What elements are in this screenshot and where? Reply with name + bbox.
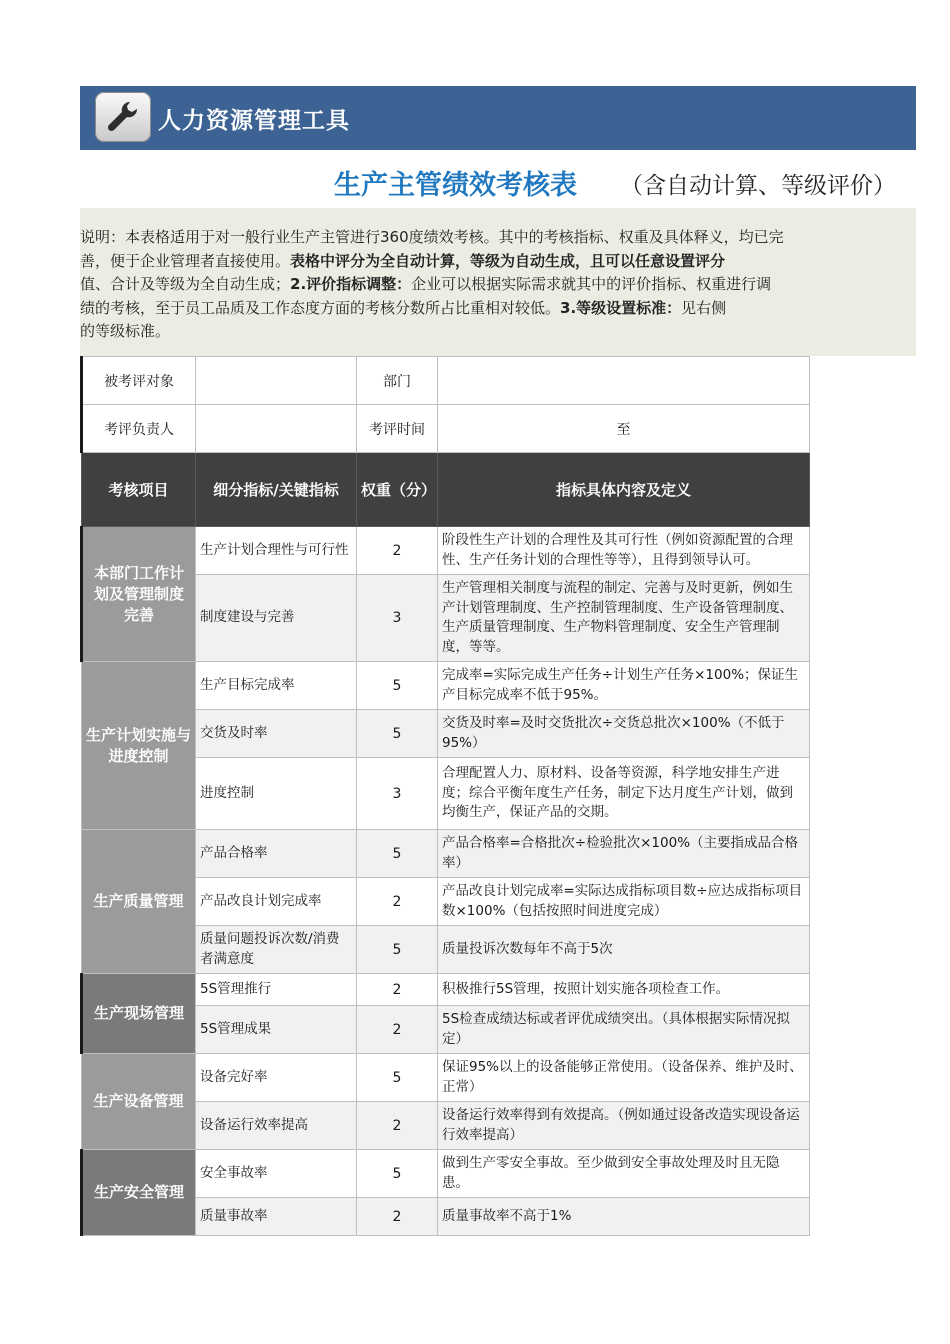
info-row-2	[82, 405, 810, 453]
app-brand: 人力资源管理工具	[158, 108, 350, 134]
definition-cell: 产品合格率=合格批次÷检验批次×100%（主要指成品合格率）	[438, 830, 810, 878]
definition-cell: 质量事故率不高于1%	[438, 1198, 810, 1236]
weight-cell: 2	[357, 527, 438, 575]
time-field[interactable]: 至	[438, 405, 810, 453]
indicator-cell: 设备完好率	[196, 1054, 357, 1102]
indicator-cell: 安全事故率	[196, 1150, 357, 1198]
definition-cell: 积极推行5S管理，按照计划实施各项检查工作。	[438, 974, 810, 1006]
table-row	[82, 1150, 810, 1198]
indicator-cell: 5S管理推行	[196, 974, 357, 1006]
indicator-cell: 产品改良计划完成率	[196, 878, 357, 926]
header-weight: 权重（分）	[357, 453, 438, 527]
wrench-icon	[95, 92, 151, 142]
weight-cell: 5	[357, 830, 438, 878]
header-category: 考核项目	[82, 453, 196, 527]
weight-cell: 2	[357, 1198, 438, 1236]
description-emphasis: 3.等级设置标准：	[560, 298, 682, 317]
category-cell: 本部门工作计划及管理制度完善	[82, 527, 196, 662]
weight-cell: 5	[357, 662, 438, 710]
category-cell: 生产计划实施与进度控制	[82, 662, 196, 830]
description-line: 绩的考核，至于员工品质及工作态度方面的考核分数所占比重相对较低。3.等级设置标准：见右侧	[80, 298, 727, 317]
indicator-cell: 制度建设与完善	[196, 575, 357, 662]
table-header-row	[82, 453, 810, 527]
weight-cell: 5	[357, 1054, 438, 1102]
weight-cell: 5	[357, 926, 438, 974]
definition-cell: 保证95%以上的设备能够正常使用。（设备保养、维护及时、正常）	[438, 1054, 810, 1102]
target-label: 被考评对象	[82, 357, 196, 405]
indicator-cell: 质量事故率	[196, 1198, 357, 1236]
description-line: 的等级标准。	[80, 322, 171, 341]
description-line: 善，便于企业管理者直接使用。表格中评分为全自动计算，等级为自动生成，且可以任意设置评分	[80, 251, 726, 270]
target-field[interactable]	[196, 357, 357, 405]
time-label: 考评时间	[357, 405, 438, 453]
indicator-cell: 生产计划合理性与可行性	[196, 527, 357, 575]
definition-cell: 完成率=实际完成生产任务÷计划生产任务×100%；保证生产目标完成率不低于95%。	[438, 662, 810, 710]
indicator-cell: 5S管理成果	[196, 1006, 357, 1054]
table-row	[82, 662, 810, 710]
owner-field[interactable]	[196, 405, 357, 453]
definition-cell: 交货及时率=及时交货批次÷交货总批次×100%（不低于95%）	[438, 710, 810, 758]
indicator-cell: 生产目标完成率	[196, 662, 357, 710]
weight-cell: 2	[357, 878, 438, 926]
table-row	[82, 527, 810, 575]
table-row	[82, 974, 810, 1006]
description-emphasis: 表格中评分为全自动计算，等级为自动生成，且可以任意设置评分	[290, 251, 726, 270]
header-definition: 指标具体内容及定义	[438, 453, 810, 527]
description-line: 说明：本表格适用于对一般行业生产主管进行360度绩效考核。其中的考核指标、权重及具体释义，均已完	[80, 228, 784, 246]
definition-cell: 合理配置人力、原材料、设备等资源，科学地安排生产进度；综合平衡年度生产任务，制定下达月度生产计划，做到均衡生产，保证产品的交期。	[438, 758, 810, 830]
indicator-cell: 交货及时率	[196, 710, 357, 758]
category-cell: 生产设备管理	[82, 1054, 196, 1150]
definition-cell: 5S检查成绩达标或者评优成绩突出。（具体根据实际情况拟定）	[438, 1006, 810, 1054]
table-row	[82, 830, 810, 878]
dept-label: 部门	[357, 357, 438, 405]
weight-cell: 2	[357, 1006, 438, 1054]
weight-cell: 5	[357, 710, 438, 758]
weight-cell: 3	[357, 575, 438, 662]
indicator-cell: 设备运行效率提高	[196, 1102, 357, 1150]
category-cell: 生产质量管理	[82, 830, 196, 974]
description-line: 值、合计及等级为全自动生成；2.评价指标调整：企业可以根据实际需求就其中的评价指标、权重进行调	[80, 275, 772, 294]
definition-cell: 设备运行效率得到有效提高。（例如通过设备改造实现设备运行效率提高）	[438, 1102, 810, 1150]
category-cell: 生产安全管理	[82, 1150, 196, 1236]
description-emphasis: 2.评价指标调整：	[290, 275, 412, 294]
weight-cell: 2	[357, 1102, 438, 1150]
definition-cell: 产品改良计划完成率=实际达成指标项目数÷应达成指标项目数×100%（包括按照时间进度完成）	[438, 878, 810, 926]
info-row-1	[82, 357, 810, 405]
indicator-cell: 产品合格率	[196, 830, 357, 878]
title-area	[80, 160, 896, 204]
indicator-cell: 质量问题投诉次数/消费者满意度	[196, 926, 357, 974]
weight-cell: 3	[357, 758, 438, 830]
definition-cell: 阶段性生产计划的合理性及其可行性（例如资源配置的合理性、生产任务计划的合理性等等），且得到领导认可。	[438, 527, 810, 575]
header-indicator: 细分指标/关键指标	[196, 453, 357, 527]
owner-label: 考评负责人	[82, 405, 196, 453]
weight-cell: 2	[357, 974, 438, 1006]
page-title: 生产主管绩效考核表	[334, 170, 577, 201]
table-row	[82, 1054, 810, 1102]
appraisal-table	[80, 356, 810, 1236]
indicator-cell: 进度控制	[196, 758, 357, 830]
definition-cell: 做到生产零安全事故。至少做到安全事故处理及时且无隐患。	[438, 1150, 810, 1198]
category-cell: 生产现场管理	[82, 974, 196, 1054]
definition-cell: 质量投诉次数每年不高于5次	[438, 926, 810, 974]
weight-cell: 5	[357, 1150, 438, 1198]
description-text	[80, 226, 808, 344]
definition-cell: 生产管理相关制度与流程的制定、完善与及时更新，例如生产计划管理制度、生产控制管理制度、生产设备管理制度、生产质量管理制度、生产物料管理制度、安全生产管理制度，等等。	[438, 575, 810, 662]
page-subtitle: （含自动计算、等级评价）	[620, 173, 896, 199]
dept-field[interactable]	[438, 357, 810, 405]
